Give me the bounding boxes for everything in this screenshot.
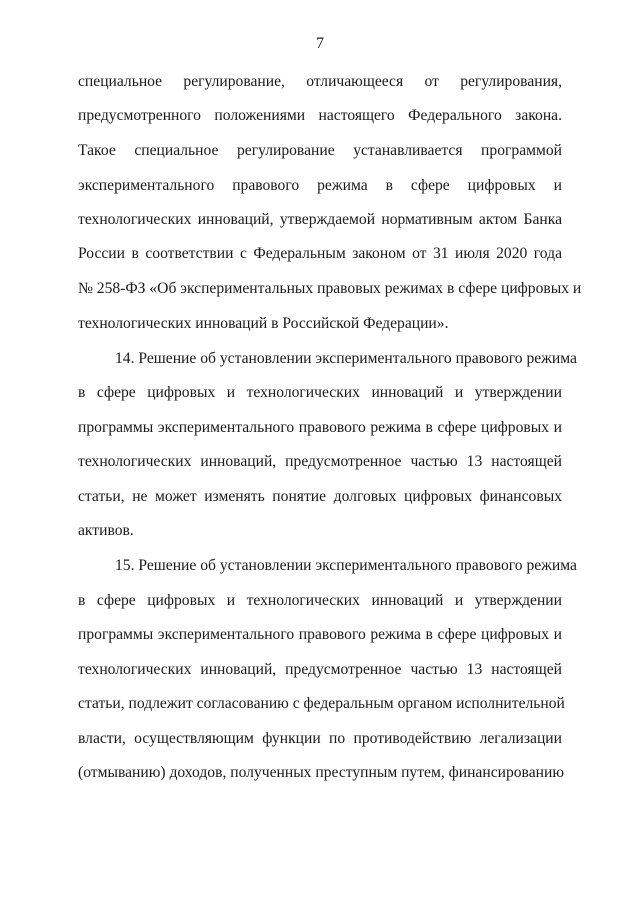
text-line: № 258-ФЗ «Об экспериментальных правовых режимах в сфере цифровых и — [78, 280, 582, 297]
paragraph-15-first-line: 15. Решение об установлении экспериментального правового режима — [115, 557, 577, 574]
text-line: в сфере цифровых и технологических инноваций и утверждении — [78, 384, 562, 401]
text-line: экспериментального правового режима в сфере цифровых и — [78, 177, 562, 194]
text-line: технологических инноваций, предусмотренное частью 13 настоящей — [78, 453, 562, 470]
text-line: технологических инноваций, предусмотренное частью 13 настоящей — [78, 661, 562, 678]
text-line: в сфере цифровых и технологических инноваций и утверждении — [78, 592, 562, 609]
text-line: статьи, не может изменять понятие долговых цифровых финансовых — [78, 488, 562, 505]
text-line: технологических инноваций, утверждаемой нормативным актом Банка — [78, 211, 562, 228]
text-line: (отмыванию) доходов, полученных преступным путем, финансированию — [78, 764, 564, 781]
text-line: власти, осуществляющим функции по противодействию легализации — [78, 730, 562, 747]
text-line: России в соответствии с Федеральным законом от 31 июля 2020 года — [78, 245, 562, 262]
text-line: технологических инноваций в Российской Федерации». — [78, 315, 449, 332]
page-number: 7 — [316, 35, 324, 52]
text-line: специальное регулирование, отличающееся от регулирования, — [78, 73, 562, 90]
text-line: статьи, подлежит согласованию с федеральным органом исполнительной — [78, 695, 565, 712]
text-line: активов. — [78, 522, 134, 539]
paragraph-14-first-line: 14. Решение об установлении экспериментального правового режима — [115, 350, 577, 367]
text-line: Такое специальное регулирование устанавливается программой — [78, 142, 562, 159]
text-line: предусмотренного положениями настоящего Федерального закона. — [78, 107, 562, 124]
text-line: программы экспериментального правового режима в сфере цифровых и — [78, 626, 562, 643]
text-line: программы экспериментального правового режима в сфере цифровых и — [78, 419, 562, 436]
